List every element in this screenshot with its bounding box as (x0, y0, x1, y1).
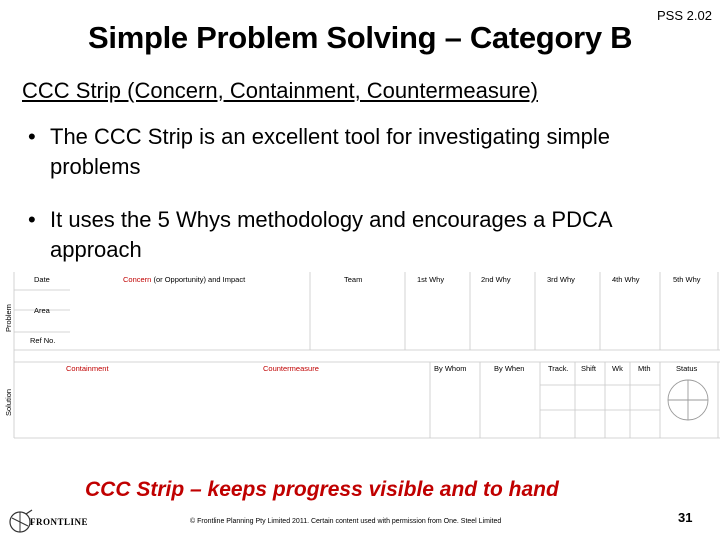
header-status: Status (676, 364, 698, 373)
slide-title: Simple Problem Solving – Category B (88, 20, 633, 55)
header-countermeasure: Countermeasure (263, 364, 319, 373)
logo-text: FRONTLINE (30, 517, 89, 527)
page-number: 31 (678, 510, 693, 525)
header-date: Date (34, 275, 50, 284)
header-ref-no: Ref No. (30, 336, 56, 345)
header-concern-word: Concern (123, 275, 152, 284)
slide-code: PSS 2.02 (657, 8, 712, 23)
header-concern (123, 275, 245, 284)
header-mth: Mth (638, 364, 651, 373)
header-why-2: 2nd Why (481, 275, 511, 284)
header-by-when: By When (494, 364, 525, 373)
header-shift: Shift (581, 364, 597, 373)
problem-side-label: Problem (4, 304, 13, 332)
footer-copyright: © Frontline Planning Pty Limited 2011. Certain content used with permission from One. Steel Limited (190, 518, 502, 525)
ccc-strip-grid (0, 270, 720, 440)
header-why-5: 5th Why (673, 275, 701, 284)
header-team: Team (344, 275, 363, 284)
header-area: Area (34, 306, 50, 315)
solution-side-label: Solution (4, 388, 13, 416)
bullet-dot: • (28, 124, 36, 149)
header-by-whom: By Whom (434, 364, 467, 373)
header-concern-rest: (or Opportunity) and Impact (153, 275, 246, 284)
bullet-text: The CCC Strip is an excellent tool for investigating simple problems (50, 124, 611, 179)
strip-caption: CCC Strip – keeps progress visible and to hand (85, 478, 559, 501)
header-why-1: 1st Why (417, 275, 445, 284)
header-why-4: 4th Why (612, 275, 640, 284)
ccc-strip-form (0, 270, 720, 440)
header-containment: Containment (66, 364, 109, 373)
slide-subtitle: CCC Strip (Concern, Containment, Countermeasure) (22, 78, 538, 103)
header-why-3: 3rd Why (547, 275, 575, 284)
header-wk: Wk (612, 364, 623, 373)
bullet-dot: • (28, 207, 36, 232)
header-track: Track. (548, 364, 569, 373)
status-circle-icon (668, 380, 708, 420)
bullet-text: It uses the 5 Whys methodology and encourages a PDCA approach (50, 207, 612, 262)
